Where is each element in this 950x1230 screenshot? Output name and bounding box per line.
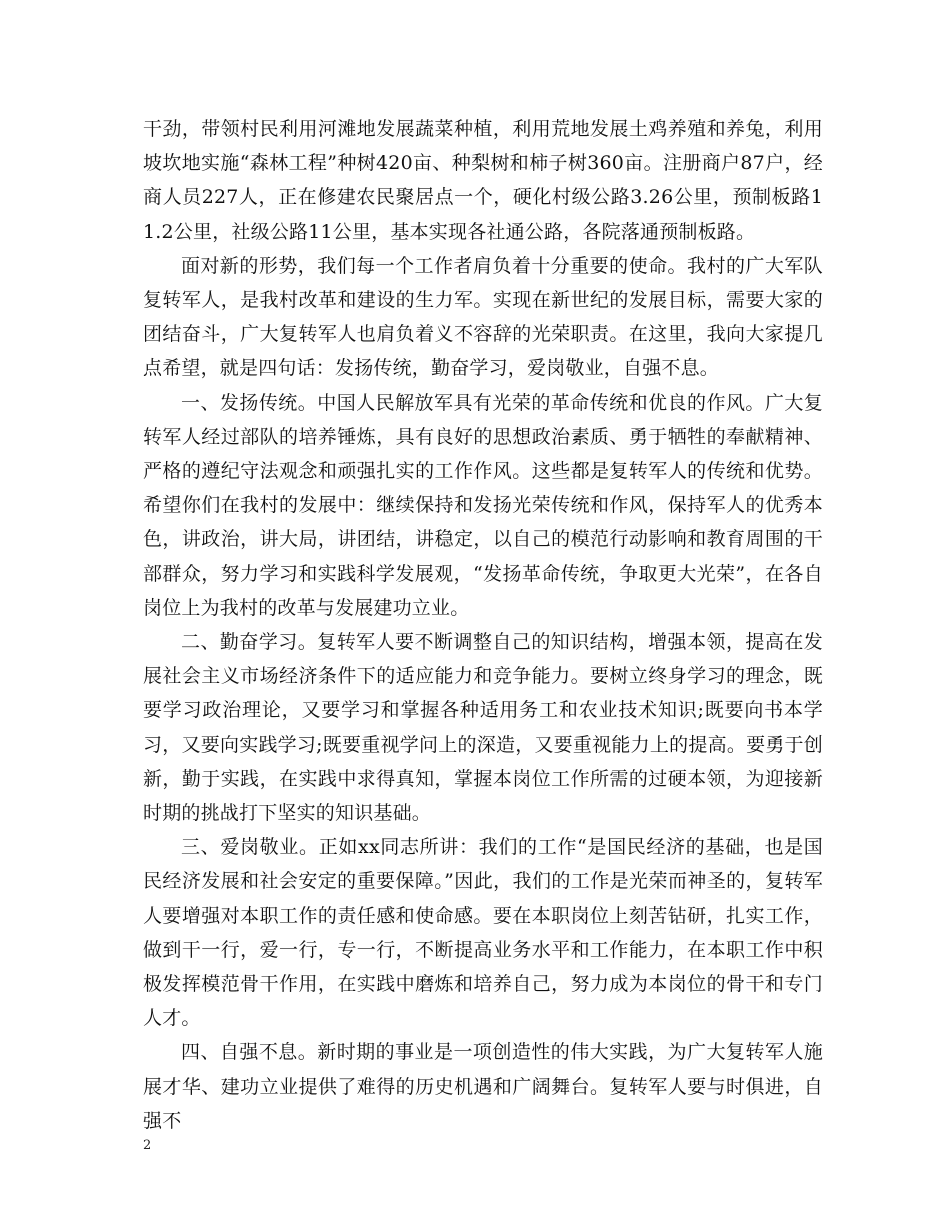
paragraph-love-job: 三、爱岗敬业。正如xx同志所讲：我们的工作“是国民经济的基础，也是国民经济发展和社会安定的重要保障。”因此，我们的工作是光荣而神圣的，复转军人要增强对本职工作的责任感和使命感。要在本职岗位上刻苦钻研，扎实工作，做到干一行，爱一行，专一行，不断提高业务水平和工作能力，在本职工作中积极发挥模范骨干作用，在实践中磨炼和培养自己，努力成为本岗位的骨干和专门人才。 [143,836,823,1030]
paragraph-continuation: 干劲，带领村民利用河滩地发展蔬菜种植，利用荒地发展土鸡养殖和养兔，利用坡坎地实施“森林工程”种树420亩、种梨树和柿子树360亩。注册商户87户，经商人员227人，正在修建农民聚居点一个，硬化村级公路3.26公里，预制板路11.2公里，社级公路11公里，基本实现各社通公路，各院落通预制板路。 [143,118,823,243]
paragraph-carry-forward-tradition: 一、发扬传统。中国人民解放军具有光荣的革命传统和优良的作风。广大复转军人经过部队的培养锤炼，具有良好的思想政治素质、勇于牺牲的奉献精神、严格的遵纪守法观念和顽强扎实的工作作风。这些都是复转军人的传统和优势。希望你们在我村的发展中：继续保持和发扬光荣传统和作风，保持军人的优秀本色，讲政治，讲大局，讲团结，讲稳定，以自己的模范行动影响和教育周围的干部群众，努力学习和实践科学发展观，“发扬革命传统，争取更大光荣”，在各自岗位上为我村的改革与发展建功立业。 [143,391,823,619]
paragraph-new-situation: 面对新的形势，我们每一个工作者肩负着十分重要的使命。我村的广大军队复转军人，是我村改革和建设的生力军。实现在新世纪的发展目标，需要大家的团结奋斗，广大复转军人也肩负着义不容辞的光荣职责。在这里，我向大家提几点希望，就是四句话：发扬传统，勤奋学习，爱岗敬业，自强不息。 [143,254,823,380]
paragraph-self-improvement: 四、自强不息。新时期的事业是一项创造性的伟大实践，为广大复转军人施展才华、建功立业提供了难得的历史机遇和广阔舞台。复转军人要与时俱进，自强不 [143,1041,823,1132]
paragraph-diligent-study: 二、勤奋学习。复转军人要不断调整自己的知识结构，增强本领，提高在发展社会主义市场经济条件下的适应能力和竞争能力。要树立终身学习的理念，既要学习政治理论，又要学习和掌握各种适用务工和农业技术知识;既要向书本学习，又要向实践学习;既要重视学问上的深造，又要重视能力上的提高。要勇于创新，勤于实践，在实践中求得真知，掌握本岗位工作所需的过硬本领，为迎接新时期的挑战打下坚实的知识基础。 [143,631,823,825]
document-body [143,112,823,1138]
page-number: 2 [143,1138,152,1153]
